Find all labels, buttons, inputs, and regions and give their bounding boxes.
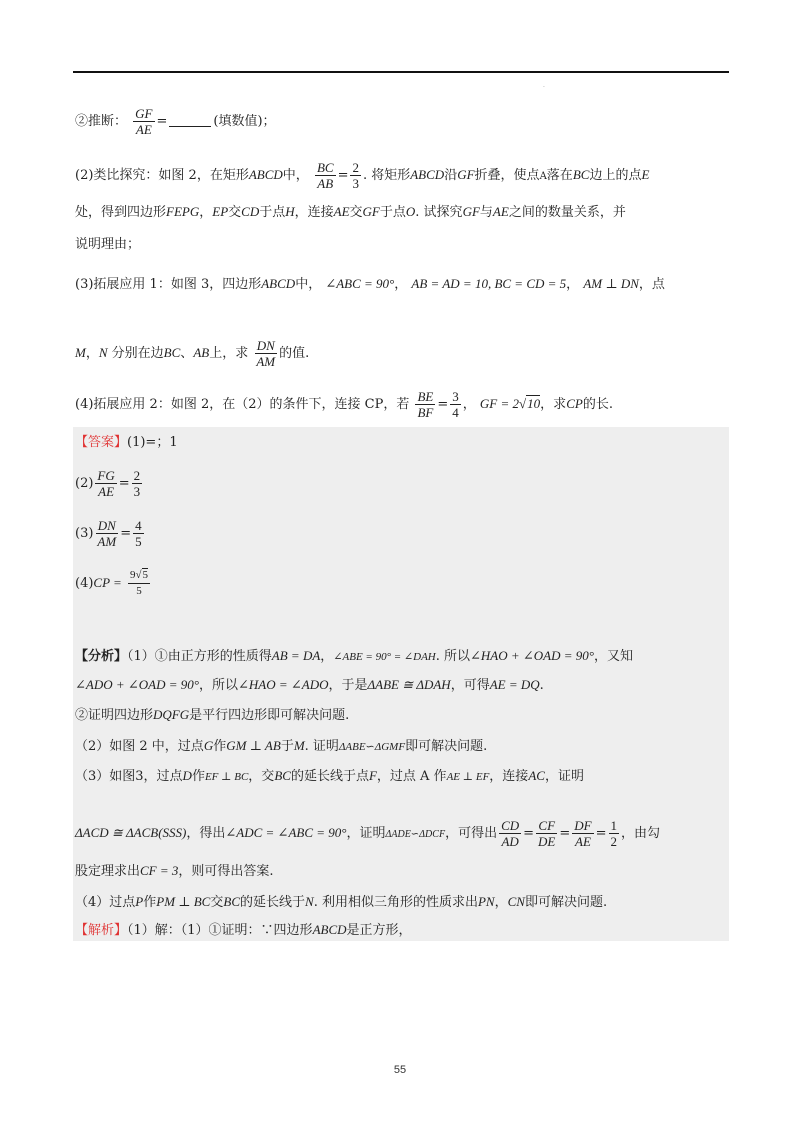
- q1-suffix: (填数值)；: [213, 114, 276, 129]
- page-number: 55: [393, 1064, 407, 1076]
- analysis-line-3: ②证明四边形DQFG是平行四边形即可解决问题.: [75, 707, 350, 723]
- q1-fraction: $\frac{GF}{AE}$: [135, 106, 153, 137]
- analysis-line-7: 股定理求出CF = 3，则可得出答案.: [75, 863, 274, 879]
- answer-line-3: (3) $\frac{DN}{AM}$ = $\frac{4}{5}$: [75, 518, 142, 549]
- q3-line-2: M，N 分别在边BC、AB上，求 $\frac{DN}{AM}$ 的值.: [75, 338, 310, 369]
- analysis-tag: 【分析】: [75, 649, 128, 664]
- solution-line-1: 【解析】（1）解：（1）①证明：∵四边形ABCD是正方形，: [75, 922, 412, 938]
- analysis-line-8: （4）过点P作PM ⊥ BC交BC的延长线于N. 利用相似三角形的性质求出PN，CN即可解决问题.: [75, 894, 608, 910]
- q4-line: (4)拓展应用 2：如图 2，在（2）的条件下，连接 CP，若 $\frac{BE}{BF}$ = $\frac{3}{4}$ ， GF = 2√10，求CP的长.: [75, 389, 613, 420]
- answer-line-2: (2) $\frac{FG}{AE}$ = $\frac{2}{3}$: [75, 468, 141, 499]
- q3-line-1: (3)拓展应用 1：如图 3，四边形ABCD中， ∠ABC = 90°， AB = AD = 10, BC = CD = 5， AM ⊥ DN，点: [75, 276, 665, 292]
- q4-ratio-value: $\frac{3}{4}$: [452, 389, 459, 420]
- q1-line: ②推断： $\frac{GF}{AE}$ = (填数值)；: [75, 106, 276, 137]
- analysis-line-2: ∠ADO + ∠OAD = 90°，所以∠HAO = ∠ADO，于是ΔABE ≅ ΔDAH，可得AE = DQ.: [75, 677, 544, 693]
- answer-line-4: (4)CP = $\frac{9√5}{5}$: [75, 569, 149, 597]
- answer-blank: [169, 126, 211, 127]
- analysis-line-1: 【分析】（1）①由正方形的性质得AB = DA，∠ABE = 90° = ∠DAH. 所以∠HAO + ∠OAD = 90°，又知: [75, 648, 633, 664]
- answer-line-1: 【答案】(1)=；1: [75, 435, 178, 450]
- analysis-line-4: （2）如图 2 中，过点G作GM ⊥ AB于M. 证明ΔABE∽ΔGMF即可解决问题.: [75, 738, 488, 754]
- analysis-line-6: ΔACD ≅ ΔACB(SSS)，得出∠ADC = ∠ABC = 90°，证明ΔADE∽ΔDCF，可得出 $\frac{CD}{AD}$ = $\frac{CF}{DE}$ = $\frac{DF}{AE}$ = $\frac{1}{2}$ ，由勾: [75, 818, 661, 849]
- q1-prefix: ②推断：: [75, 114, 128, 129]
- q2-line-3: 说明理由；: [75, 237, 141, 252]
- q2-ratio: $\frac{BC}{AB}$: [316, 160, 334, 191]
- q2-line-2: 处，得到四边形FEPG，EP交CD于点H，连接AE交GF于点O. 试探究GF与AE之间的数量关系，并: [75, 204, 626, 220]
- q3-ratio: $\frac{DN}{AM}$: [256, 338, 276, 369]
- q4-ratio: $\frac{BE}{BF}$: [417, 389, 434, 420]
- header-rule: [73, 71, 729, 73]
- q2-line-1: (2)类比探究：如图 2，在矩形ABCD中， $\frac{BC}{AB}$ = $\frac{2}{3}$ . 将矩形ABCD沿GF折叠，使点A落在BC边上的点E: [75, 160, 650, 191]
- analysis-line-5: （3）如图3，过点D作EF ⊥ BC，交BC的延长线于点F，过点 A 作AE ⊥ EF，连接AC，证明: [75, 768, 584, 784]
- answer-tag: 【答案】: [75, 435, 128, 450]
- q2-ratio-value: $\frac{2}{3}$: [352, 160, 359, 191]
- solution-tag: 【解析】: [75, 923, 128, 938]
- page-speck: ·: [543, 84, 545, 91]
